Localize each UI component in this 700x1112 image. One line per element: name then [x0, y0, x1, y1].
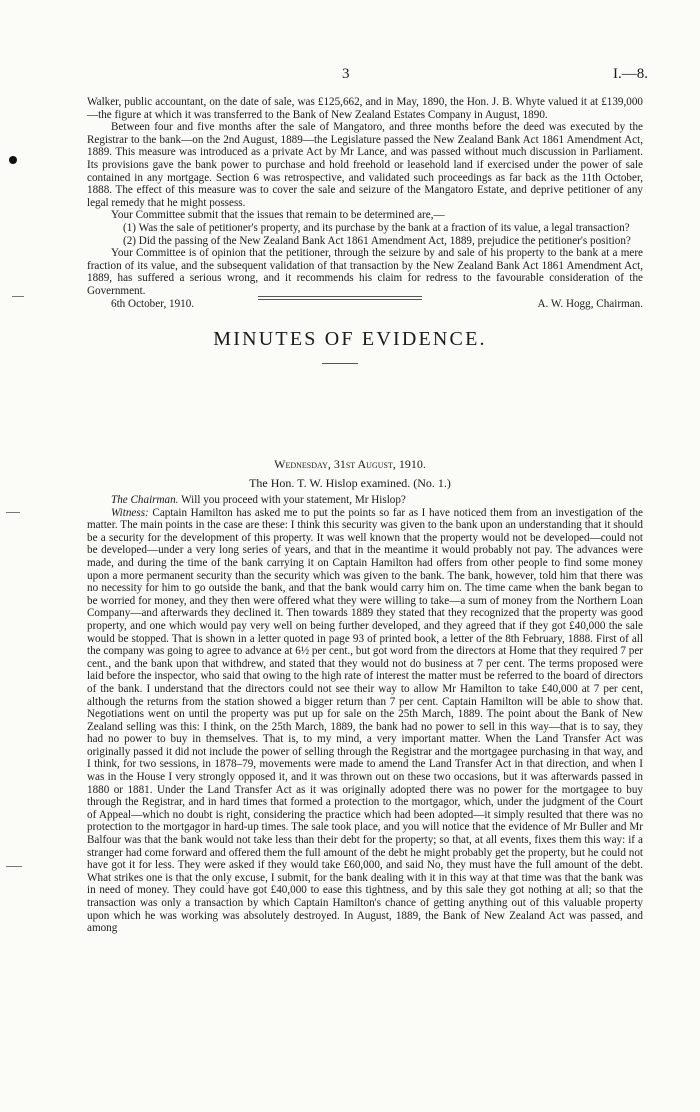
session-date: Wednesday, 31st August, 1910. — [274, 457, 426, 471]
report-paragraph: Walker, public accountant, on the date of sale, was £125,662, and in May, 1890, the Hon. J. B. Whyte valued it at £139,000—the figure at which it was transferred to the Bank of New Zealand Estates Company in August, 1890. — [87, 96, 643, 121]
report-paragraph: Between four and five months after the sale of Mangatoro, and three months before the deed was executed by the Registrar to the bank—on the 2nd August, 1889—the Legislature passed the New Zealand Bank Act 1861 Amendment Act, 1889. This measure was introduced as a private Act by Mr Lance, and was passed without much discussion in Parliament. Its provisions gave the bank power to purchase and hold freehold or leasehold land if exercised under the power of sale contained in any mortgage. Section 6 was retrospective, and validated such proceedings as far back as the 11th October, 1888. The effect of this measure was to cover the sale and seizure of the Mangatoro Estate, and deprive petitioner of any legal remedy that he might possess. — [87, 121, 643, 209]
chairman-question — [87, 494, 643, 507]
speaker-label: Witness: — [111, 506, 149, 519]
section-divider — [258, 299, 422, 300]
answer-text: Captain Hamilton has asked me to put the points so far as I have noticed them from an investigation of the matter. The main points in the case are these: I think this security was given to the bank upon an understanding that it should be a security for the development of this property. It was well known that the property would not be developed—could not be developed—under a very long series of years, and that in the meantime it would probably not pay. The advances were made, and during the time of the bank carrying it on Captain Hamilton had offers from other people to find some money upon a more permanent security than the security which was given to the bank. The bank, however, told him that there was no necessity for him to go outside the bank, and that the bank would carry him on. The time came when the bank began to be worried for money, and they then were offered what they were willing to take—a sum of money from the Northern Loan Company—and afterwards they declined it. Then towards 1889 they stated that they recognized that the property was good property, and one which would pay very well on being further developed, and they agreed that if they got £40,000 the sale would be stopped. That is shown in a letter quoted in page 93 of printed book, a letter of the 8th February, 1888. First of all the company was going to agree to advance at 6½ per cent., but got word from the directors at Home that they required 7 per cent., and the bank upon that withdrew, and stated that they would not do business at 7 per cent. The terms proposed were laid before the inspector, who said that owing to the high rate of interest the matter must be referred to the board of directors of the bank. I understand that the directors could not see their way to allow Mr Hamilton to take £40,000 at 7 per cent, although the returns from the station showed a bigger return than 7 per cent. Captain Hamilton will be able to show that. Negotiations went on until the property was put up for sale on the 25th March, 1889. The point about the Bank of New Zealand selling was this: I think, on the 25th March, 1889, the bank had no power to sell in this way—that is to say, they had no power to buy in themselves. That is, to my mind, a very important matter. When the Land Transfer Act was originally passed it did not include the power of selling through the Registrar and the mortgagee purchasing in that way, and I think, for two sessions, in 1878–79, movements were made to amend the Land Transfer Act in that direction, and when I was in the House I very strongly opposed it, and it was thrown out on these two occasions, but it was afterwards passed in 1880 or 1881. Under the Land Transfer Act as it was originally adopted there was no power for the mortgagee to buy through the Registrar, and in hard times that formed a protection to the mortgagor, which, under the judgment of the Court of Appeal—which no doubt is right, considering the practice which had been adopted—it simply resulted that there was no protection to the mortgagor in hard-up times. The sale took place, and you will notice that the evidence of Mr Buller and Mr Balfour was that the bank would not take less than their debt for the property; so that, at all events, fixes them this way: if a stranger had come forward and offered them the full amount of the debt he might probably get the property, but he could not have got it for less. They were asked if they would take £60,000, and said No, they must have the full amount of the debt. What strikes one is that the only excuse, I submit, for the bank dealing with it in this way at that time was that the bank was in need of money. They could have got £40,000 to ease this tightness, and by this sale they got nothing at all; so that the transaction was only a transaction by which Captain Hamilton's chance of getting anything out of this valuable property upon which he was working was absolutely destroyed. In August, 1889, the Bank of New Zealand Act was passed, and among — [87, 506, 643, 935]
page-number: 3 — [342, 66, 350, 82]
chairman-signature: A. W. Hogg, Chairman. — [537, 297, 643, 310]
margin-tick — [6, 512, 20, 513]
issue-item: (1) Was the sale of petitioner's property, and its purchase by the bank at a fraction of its value, a legal transaction? — [123, 221, 630, 234]
evidence-body — [87, 494, 643, 935]
title-rule — [322, 363, 358, 364]
committee-report — [87, 96, 643, 310]
report-conclusion: Your Committee is of opinion that the petitioner, through the seizure by and sale of his property to the bank at a mere fraction of its value, and the subsequent validation of that transaction by the New Zealand Bank Act 1861 Amendment Act, 1889, has suffered a serious wrong, and it recommends his claim for redress to the favourable consideration of the Government. — [87, 247, 643, 297]
minutes-title: MINUTES OF EVIDENCE. — [213, 328, 487, 350]
margin-bullet — [9, 156, 17, 164]
issue-item: (2) Did the passing of the New Zealand Bank Act 1861 Amendment Act, 1889, prejudice the petitioner's position? — [123, 234, 631, 247]
report-date: 6th October, 1910. — [111, 297, 195, 310]
report-paragraph: Your Committee submit that the issues that remain to be determined are,— — [111, 209, 445, 222]
margin-tick — [12, 296, 24, 297]
question-text: Will you proceed with your statement, Mr Hislop? — [181, 494, 406, 506]
witness-answer — [87, 507, 643, 935]
section-divider — [258, 296, 422, 297]
speaker-label: The Chairman. — [111, 494, 179, 506]
witness-heading: The Hon. T. W. Hislop examined. (No. 1.) — [249, 476, 451, 490]
margin-tick — [6, 866, 22, 867]
paper-reference: I.—8. — [613, 66, 648, 82]
